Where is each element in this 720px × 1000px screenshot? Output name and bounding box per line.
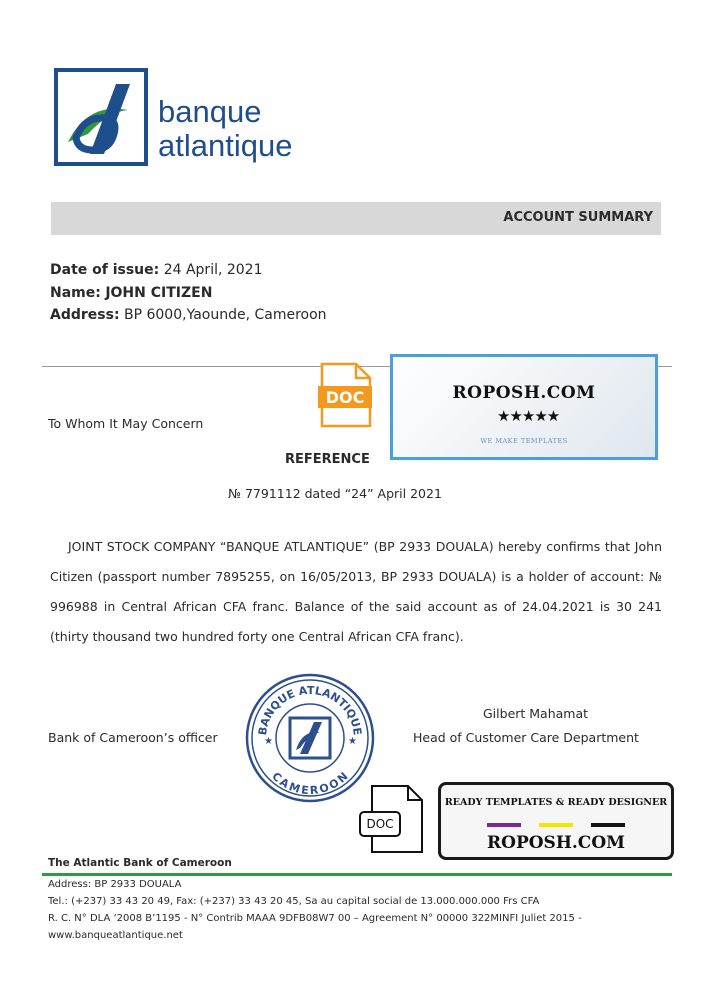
doc-file-icon — [318, 362, 372, 428]
swatch-yellow — [539, 823, 573, 827]
doc-label: DOC — [325, 388, 365, 407]
footer-registration: R. C. N° DLA ‘2008 B’1195 - N° Contrib MAAA 9DFB08W7 00 – Agreement N° 00000 322MINFI Juliet 2015 - — [48, 913, 582, 924]
reference-number: № 7791112 dated “24” April 2021 — [228, 486, 442, 501]
salutation: To Whom It May Concern — [48, 416, 204, 431]
watermark-tagline: WE MAKE TEMPLATES — [480, 437, 568, 445]
date-label: Date of issue: — [50, 262, 160, 278]
address-value: BP 6000,Yaounde, Cameroon — [124, 307, 327, 323]
name-label: Name: — [50, 285, 101, 301]
watermark-badge-bottom — [438, 782, 674, 860]
footer-website[interactable]: www.banqueatlantique.net — [48, 930, 183, 941]
date-of-issue — [50, 262, 263, 278]
svg-text:★: ★ — [264, 736, 273, 747]
footer-contacts: Tel.: (+237) 33 43 20 49, Fax: (+237) 33 43 20 45, Sa au capital social de 13.000.000.000 Frs CFA — [48, 896, 540, 907]
confirmation-text: JOINT STOCK COMPANY “BANQUE ATLANTIQUE” (BP 2933 DOUALA) hereby confirms that John Citizen (passport number 7895255, on 16/05/2013, BP 2933 DOUALA) is a holder of account: № 996988 in Central African CFA franc. Balance of the said account as of 24.04.2021 is 30 241 (thirty thousand two hundred forty one Central African CFA franc). — [50, 539, 662, 644]
logo-text-banque: banque — [158, 94, 262, 129]
address-label: Address: — [50, 307, 120, 323]
doc-outline-label: DOC — [366, 817, 394, 831]
summary-title: ACCOUNT SUMMARY — [503, 210, 653, 225]
right-signatory-name: Gilbert Mahamat — [483, 706, 589, 721]
svg-text:CAMEROON: CAMEROON — [269, 769, 351, 798]
customer-name — [50, 285, 212, 301]
watermark-bottom-tagline: READY TEMPLATES & READY DESIGNER — [444, 797, 668, 808]
right-signatory-role: Head of Customer Care Department — [413, 730, 639, 745]
watermark-stars: ★★★★★ — [497, 407, 560, 425]
left-signatory-role: Bank of Cameroon’s officer — [48, 730, 218, 745]
doc-file-icon-outline — [358, 784, 424, 854]
svg-text:★: ★ — [348, 736, 357, 747]
summary-bar — [51, 202, 661, 235]
footer-divider — [42, 873, 672, 876]
logo-text-atlantique: atlantique — [158, 128, 293, 163]
swatch-purple — [487, 823, 521, 827]
swatch-black — [591, 823, 625, 827]
footer-bank-name: The Atlantic Bank of Cameroon — [48, 857, 232, 869]
bank-seal-stamp — [244, 672, 376, 804]
svg-text:BANQUE ATLANTIQUE: BANQUE ATLANTIQUE — [255, 683, 364, 737]
watermark-brand: ROPOSH.COM — [452, 383, 596, 403]
footer-address: Address: BP 2933 DOUALA — [48, 879, 182, 890]
watermark-bottom-brand: ROPOSH.COM — [487, 833, 625, 853]
date-value: 24 April, 2021 — [163, 262, 263, 278]
reference-title: REFERENCE — [285, 452, 370, 467]
name-value: JOHN CITIZEN — [105, 285, 213, 301]
customer-address — [50, 307, 327, 323]
confirmation-paragraph — [50, 532, 662, 652]
watermark-badge-top — [390, 354, 658, 460]
bank-logo-mark — [54, 68, 148, 166]
